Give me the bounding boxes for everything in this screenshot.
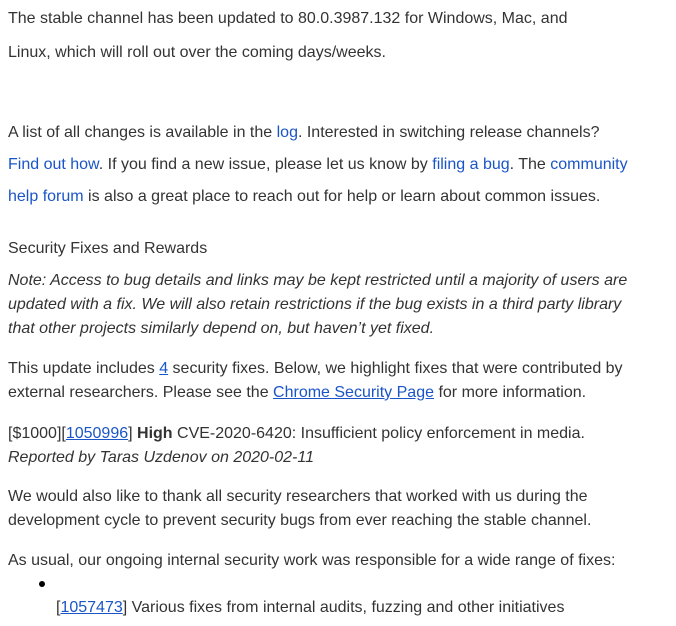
security-heading: Security Fixes and Rewards: [8, 240, 208, 257]
bug-id-link[interactable]: 1050996: [65, 425, 129, 442]
security-note-line-2: updated with a fix. We will also retain restrictions if the bug exists in a third party library: [8, 296, 622, 313]
internal-fix-id-link[interactable]: 1057473: [60, 599, 123, 616]
bullet-point: [39, 581, 45, 587]
item-bracket: [: [56, 599, 61, 616]
log-link[interactable]: log: [276, 124, 298, 141]
update-text: external researchers. Please see the: [8, 384, 274, 401]
bug-reporter: Reported by Taras Uzdenov on 2020-02-11: [8, 449, 314, 466]
community-link[interactable]: community: [550, 156, 628, 173]
chrome-security-page-link[interactable]: Chrome Security Page: [273, 384, 434, 401]
update-text: This update includes: [8, 360, 160, 377]
bug-description: CVE-2020-6420: Insufficient policy enforcement in media.: [172, 425, 585, 442]
update-text: for more information.: [434, 384, 587, 401]
changes-text: is also a great place to reach out for help or learn about common issues.: [83, 188, 601, 205]
changes-line-2: [8, 155, 628, 175]
update-line-1: [8, 359, 623, 379]
thanks-line-1: We would also like to thank all security researchers that worked with us during the: [8, 488, 588, 505]
thanks-line-2: development cycle to prevent security bugs from ever reaching the stable channel.: [8, 512, 592, 529]
internal-fix-item: [56, 598, 564, 618]
help-forum-link[interactable]: help forum: [8, 188, 84, 205]
changes-text: . If you find a new issue, please let us know by: [98, 156, 433, 173]
security-note-line-3: that other projects similarly depend on, but haven’t yet fixed.: [8, 320, 435, 337]
security-note-line-1: Note: Access to bug details and links may be kept restricted until a majority of users are: [8, 272, 628, 289]
changes-text: A list of all changes is available in the: [8, 124, 277, 141]
changes-line-3: [8, 187, 600, 207]
bug-bracket: ]: [128, 425, 138, 442]
changes-text: . Interested in switching release channels?: [297, 124, 600, 141]
changes-text: . The: [509, 156, 551, 173]
find-out-how-link[interactable]: Find out how: [8, 156, 99, 173]
update-text: security fixes. Below, we highlight fixes that were contributed by: [168, 360, 623, 377]
intro-line-1: The stable channel has been updated to 80.0.3987.132 for Windows, Mac, and: [8, 10, 568, 27]
bug-severity: High: [137, 425, 173, 442]
internal-intro: As usual, our ongoing internal security work was responsible for a wide range of fixes:: [8, 552, 616, 569]
security-fix-count-link[interactable]: 4: [159, 360, 169, 377]
changes-line-1: [8, 123, 599, 143]
bug-entry-line: [8, 424, 585, 444]
filing-a-bug-link[interactable]: filing a bug: [432, 156, 510, 173]
item-text: ] Various fixes from internal audits, fuzzing and other initiatives: [122, 599, 565, 616]
update-line-2: [8, 383, 586, 403]
intro-line-2: Linux, which will roll out over the coming days/weeks.: [8, 44, 386, 61]
bug-reward: [$1000][: [8, 425, 66, 442]
